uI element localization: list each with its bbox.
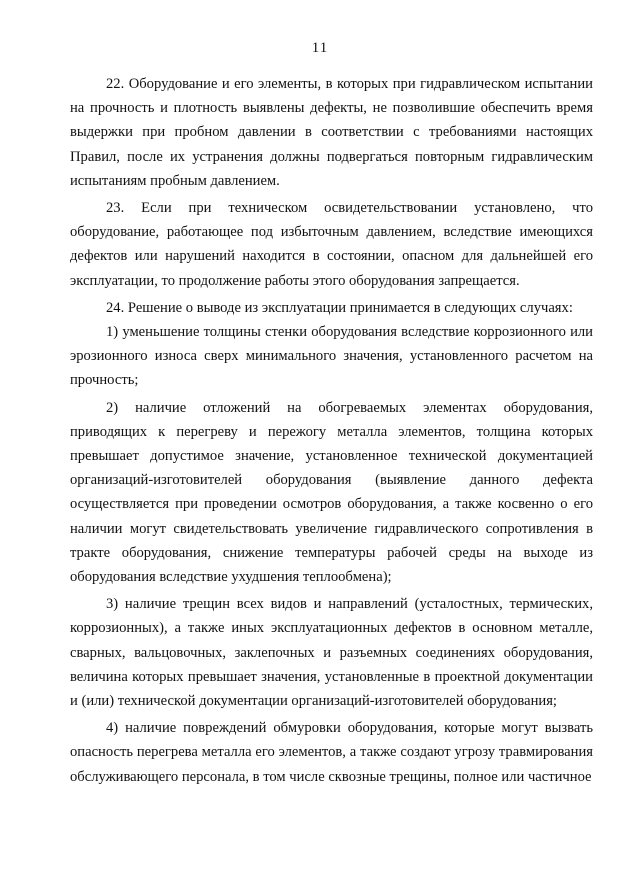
list-item-3: 3) наличие трещин всех видов и направлений (усталостных, термических, коррозионных), а также иных эксплуатационных дефектов в основном металле, сварных, вальцовочных, заклепочных и разъемных соединениях оборудования, величина которых превышает значения, установленные в проектной документации и (или) технической документации организаций-изготовителей оборудования;: [70, 596, 593, 710]
list-item-4: 4) наличие повреждений обмуровки оборудования, которые могут вызвать опасность перегрева металла его элементов, а также создают угрозу травмирования обслуживающего персонала, в том числе сквозные трещины, полное или частичное: [70, 720, 593, 785]
document-body: [70, 72, 593, 792]
paragraph-22: 22. Оборудование и его элементы, в которых при гидравлическом испытании на прочность и плотность выявлены дефекты, не позволившие обеспечить время выдержки при пробном давлении в соответствии с требованиями настоящих Правил, после их устранения должны подвергаться повторным гидравлическим испытаниям пробным давлением.: [70, 76, 593, 189]
paragraph-24: 24. Решение о выводе из эксплуатации принимается в следующих случаях:: [106, 299, 573, 316]
paragraph-23: 23. Если при техническом освидетельствовании установлено, что оборудование, работающее под избыточным давлением, вследствие имеющихся дефектов или нарушений находится в состоянии, опасном для дальнейшей его эксплуатации, то продолжение работы этого оборудования запрещается.: [70, 200, 593, 289]
page-number: 11: [311, 40, 329, 56]
list-item-2: 2) наличие отложений на обогреваемых элементах оборудования, приводящих к перегреву и пережогу металла элементов, толщина которых превышает допустимое значение, установленное технической документацией организаций-изготовителей оборудования (выявление данного дефекта осуществляется при проведении осмотров оборудования, а также косвенно о его наличии могут свидетельствовать увеличение гидравлического сопротивления в тракте оборудования, снижение температуры рабочей среды на выходе из оборудования вследствие ухудшения теплообмена);: [70, 399, 593, 586]
list-item-1: 1) уменьшение толщины стенки оборудования вследствие коррозионного или эрозионного износа сверх минимального значения, установленного расчетом на прочность;: [70, 324, 593, 389]
